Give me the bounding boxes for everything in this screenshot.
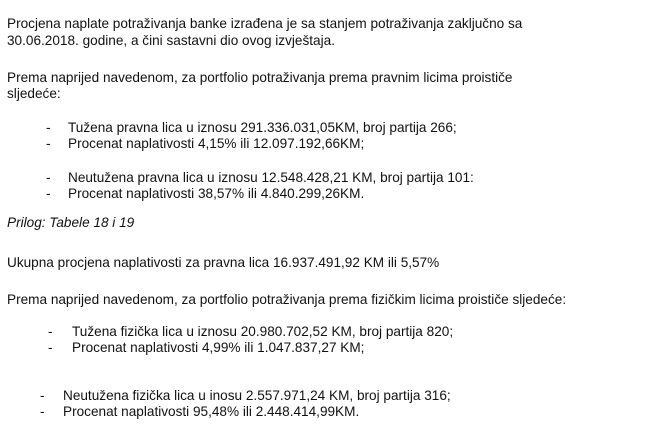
paragraph-natural-intro: Prema naprijed navedenom, za portfolio potraživanja prema fizičkim licima proističe sljedeće:	[7, 292, 567, 307]
list-item-text: Tužena fizička lica u iznosu 20.980.702,52 KM, broj partija 820;	[72, 324, 454, 339]
list-item-text: Neutužena fizička lica u inosu 2.557.971,24 KM, broj partija 316;	[63, 388, 451, 403]
list-bullet: -	[48, 324, 53, 339]
list-item-text: Neutužena pravna lica u iznosu 12.548.428,21 KM, broj partija 101:	[68, 170, 474, 185]
list-bullet: -	[46, 136, 51, 151]
list-item-text: Procenat naplativosti 4,99% ili 1.047.837,27 KM;	[72, 340, 365, 355]
list-item-text: Procenat naplativosti 95,48% ili 2.448.414,99KM.	[63, 404, 360, 419]
list-bullet: -	[40, 404, 45, 419]
paragraph-legal-intro-line-2: sljedeće:	[7, 86, 61, 101]
paragraph-intro-line-1: Procjena naplate potraživanja banke izrađena je sa stanjem potraživanja zaključno sa	[7, 16, 523, 31]
list-bullet: -	[46, 170, 51, 185]
paragraph-intro-line-2: 30.06.2018. godine, a čini sastavni dio ovog izvještaja.	[7, 33, 335, 48]
list-bullet: -	[46, 186, 51, 201]
list-item-text: Procenat naplativosti 4,15% ili 12.097.192,66KM;	[68, 136, 365, 151]
list-item-text: Procenat naplativosti 38,57% ili 4.840.299,26KM.	[68, 186, 365, 201]
paragraph-legal-intro-line-1: Prema naprijed navedenom, za portfolio potraživanja prema pravnim licima proističe	[7, 70, 513, 85]
list-bullet: -	[40, 388, 45, 403]
prilog-note: Prilog: Tabele 18 i 19	[7, 215, 135, 230]
list-bullet: -	[48, 340, 53, 355]
total-legal-summary: Ukupna procjena naplativosti za pravna lica 16.937.491,92 KM ili 5,57%	[7, 255, 440, 270]
list-item-text: Tužena pravna lica u iznosu 291.336.031,05KM, broj partija 266;	[68, 120, 457, 135]
list-bullet: -	[46, 120, 51, 135]
